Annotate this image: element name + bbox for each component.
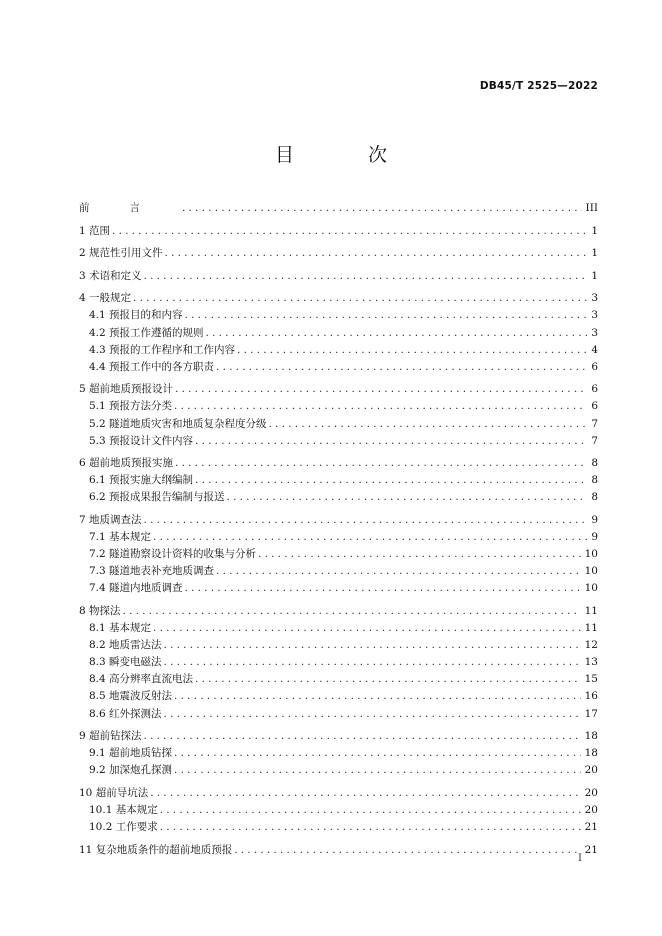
toc-entry-page: 6	[591, 360, 598, 373]
toc-subsection-entry[interactable]	[79, 433, 598, 450]
toc-section-entry[interactable]	[79, 842, 598, 859]
toc-subsection-entry[interactable]	[79, 819, 598, 836]
toc-dot-leader	[174, 762, 581, 779]
toc-entry-page: 20	[584, 786, 598, 799]
toc-entry-label: 7.3 隧道地表补充地质调查	[89, 565, 215, 578]
toc-title: 目 次	[274, 144, 422, 166]
toc-entry-label: 1 范围	[79, 224, 111, 237]
toc-dot-leader	[174, 398, 587, 415]
toc-entry-page: 4	[591, 343, 598, 356]
toc-entry-label: 5.3 预报设计文件内容	[89, 434, 194, 447]
toc-subsection-entry[interactable]	[79, 671, 598, 688]
toc-entry-label: 4.1 预报目的和内容	[89, 309, 183, 322]
toc-subsection-entry[interactable]	[79, 654, 598, 671]
toc-entry-label: 4.2 预报工作遵循的规则	[89, 326, 204, 339]
toc-dot-leader	[165, 245, 588, 262]
toc-entry-page: 1	[591, 269, 598, 282]
toc-dot-leader	[234, 842, 580, 859]
toc-section-entry[interactable]	[79, 785, 598, 802]
toc-section-entry[interactable]	[79, 200, 598, 217]
toc-subsection-entry[interactable]	[79, 325, 598, 342]
toc-entry-label: 7.1 基本规定	[89, 531, 152, 544]
toc-dot-leader	[144, 728, 581, 745]
toc-entry-label: 前言	[79, 202, 180, 214]
toc-dot-leader	[195, 671, 581, 688]
toc-entry-label: 8.6 红外探测法	[89, 707, 162, 720]
toc-entry-label: 8 物探法	[79, 604, 121, 617]
toc-entry-page: 11	[584, 622, 598, 635]
toc-entry-page: 21	[584, 843, 598, 856]
toc-entry-label: 7 地质调查法	[79, 514, 142, 526]
toc-entry-label: 8.4 高分辨率直流电法	[89, 673, 194, 686]
toc-section-entry[interactable]	[79, 223, 598, 240]
toc-dot-leader	[144, 512, 588, 529]
toc-entry-page: 7	[591, 434, 598, 447]
toc-entry-page: 7	[591, 417, 598, 430]
toc-dot-leader	[112, 223, 587, 240]
toc-subsection-entry[interactable]	[79, 688, 598, 705]
toc-section-entry[interactable]	[79, 512, 598, 529]
toc-entry-page: 6	[591, 383, 598, 396]
toc-dot-leader	[174, 688, 581, 705]
toc-entry-label: 9.1 超前地质钻探	[89, 747, 173, 760]
toc-entry-label: 8.5 地震波反射法	[89, 690, 173, 703]
toc-entry-label: 5.1 预报方法分类	[89, 400, 173, 413]
toc-entry-label: 7.2 隧道勘察设计资料的收集与分析	[89, 548, 257, 561]
toc-section-entry[interactable]	[79, 455, 598, 472]
toc-dot-leader	[174, 745, 581, 762]
toc-entry-page: III	[585, 202, 598, 214]
toc-subsection-entry[interactable]	[79, 489, 598, 506]
toc-dot-leader	[133, 290, 587, 307]
toc-dot-leader	[175, 455, 587, 472]
toc-subsection-entry[interactable]	[79, 745, 598, 762]
toc-dot-leader	[195, 433, 587, 450]
toc-entry-page: 6	[591, 400, 598, 413]
toc-dot-leader	[195, 472, 587, 489]
toc-entry-label: 6.1 预报实施大纲编制	[89, 474, 194, 487]
toc-entry-label: 8.3 瞬变电磁法	[89, 656, 162, 669]
toc-entry-page: 8	[591, 474, 598, 487]
toc-dot-leader	[153, 529, 587, 546]
toc-dot-leader	[185, 580, 581, 597]
toc-entry-label: 4.4 预报工作中的各方职责	[89, 360, 215, 373]
toc-entry-label: 5 超前地质预报设计	[79, 383, 174, 396]
toc-entry-page: 10	[584, 582, 598, 595]
toc-subsection-entry[interactable]	[79, 546, 598, 563]
toc-subsection-entry[interactable]	[79, 342, 598, 359]
toc-subsection-entry[interactable]	[79, 637, 598, 654]
toc-subsection-entry[interactable]	[79, 472, 598, 489]
toc-entry-page: 21	[584, 821, 598, 834]
toc-section-entry[interactable]	[79, 245, 598, 262]
toc-entry-page: 9	[591, 531, 598, 544]
toc-subsection-entry[interactable]	[79, 359, 598, 376]
toc-entry-label: 4.3 预报的工作程序和工作内容	[89, 343, 236, 356]
toc-entry-page: 15	[584, 673, 598, 686]
toc-subsection-entry[interactable]	[79, 529, 598, 546]
toc-entry-page: 13	[584, 656, 598, 669]
toc-entry-page: 16	[584, 690, 598, 703]
toc-entry-page: 3	[591, 326, 598, 339]
toc-entry-page: 10	[584, 565, 598, 578]
toc-dot-leader	[164, 637, 581, 654]
toc-entry-label: 8.2 地质雷达法	[89, 639, 162, 652]
toc-dot-leader	[227, 489, 588, 506]
toc-entry-page: 3	[591, 309, 598, 322]
toc-dot-leader	[153, 620, 581, 637]
toc-subsection-entry[interactable]	[79, 620, 598, 637]
toc-entry-page: 10	[584, 548, 598, 561]
toc-entry-label: 8.1 基本规定	[89, 622, 152, 635]
toc-section-entry[interactable]	[79, 290, 598, 307]
toc-subsection-entry[interactable]	[79, 706, 598, 723]
toc-dot-leader	[237, 342, 587, 359]
toc-dot-leader	[216, 359, 587, 376]
toc-entry-page: 1	[591, 224, 598, 237]
toc-dot-leader	[206, 325, 588, 342]
toc-entry-page: 11	[584, 604, 598, 617]
toc-subsection-entry[interactable]	[79, 563, 598, 580]
toc-section-entry[interactable]	[79, 603, 598, 620]
toc-subsection-entry[interactable]	[79, 802, 598, 819]
toc-dot-leader	[269, 416, 588, 433]
toc-dot-leader	[175, 381, 587, 398]
toc-entry-page: 17	[584, 707, 598, 720]
toc-dot-leader	[216, 563, 581, 580]
toc-entry-label: 9.2 加深炮孔探测	[89, 764, 173, 777]
toc-entry-page: 12	[584, 639, 598, 652]
page-number: I	[578, 853, 582, 864]
toc-entry-label: 7.4 隧道内地质调查	[89, 582, 183, 595]
toc-entry-label: 10 超前导坑法	[79, 786, 149, 799]
toc-entry-page: 9	[591, 514, 598, 526]
toc-subsection-entry[interactable]	[79, 398, 598, 415]
toc-entry-label: 11 复杂地质条件的超前地质预报	[79, 843, 233, 856]
toc-section-entry[interactable]	[79, 381, 598, 398]
toc-dot-leader	[144, 268, 588, 285]
toc-entry-label: 5.2 隧道地质灾害和地质复杂程度分级	[89, 417, 267, 430]
toc-entry-label: 4 一般规定	[79, 292, 132, 305]
toc-dot-leader	[185, 307, 588, 324]
toc-entry-page: 8	[591, 491, 598, 504]
toc-dot-leader	[160, 802, 581, 819]
toc-entry-page: 20	[584, 764, 598, 777]
toc-entry-page: 1	[591, 247, 598, 260]
toc-entry-page: 3	[591, 292, 598, 305]
toc-entry-label: 3 术语和定义	[79, 269, 142, 282]
toc-entry-label: 6.2 预报成果报告编制与报送	[89, 491, 225, 504]
toc-subsection-entry[interactable]	[79, 416, 598, 433]
toc-entry-label: 10.2 工作要求	[89, 821, 158, 834]
document-code: DB45/T 2525—2022	[479, 80, 598, 92]
toc-dot-leader	[160, 819, 581, 836]
toc-dot-leader	[164, 654, 581, 671]
toc-dot-leader	[123, 603, 581, 620]
toc-entry-page: 18	[584, 747, 598, 760]
toc-entry-label: 2 规范性引用文件	[79, 247, 163, 260]
toc-entry-page: 8	[591, 457, 598, 470]
toc-section-entry[interactable]	[79, 268, 598, 285]
toc-subsection-entry[interactable]	[79, 580, 598, 597]
toc-section-entry[interactable]	[79, 728, 598, 745]
toc-entry-label: 9 超前钻探法	[79, 730, 142, 743]
toc-dot-leader	[164, 706, 581, 723]
toc-entry-page: 20	[584, 804, 598, 816]
toc-entry-label: 6 超前地质预报实施	[79, 457, 174, 470]
toc-subsection-entry[interactable]	[79, 307, 598, 324]
toc-dot-leader	[150, 785, 580, 802]
toc-dot-leader	[258, 546, 581, 563]
table-of-contents	[79, 200, 598, 859]
toc-subsection-entry[interactable]	[79, 762, 598, 779]
toc-dot-leader	[182, 200, 582, 217]
toc-entry-label: 10.1 基本规定	[89, 804, 158, 816]
toc-entry-page: 18	[584, 730, 598, 743]
